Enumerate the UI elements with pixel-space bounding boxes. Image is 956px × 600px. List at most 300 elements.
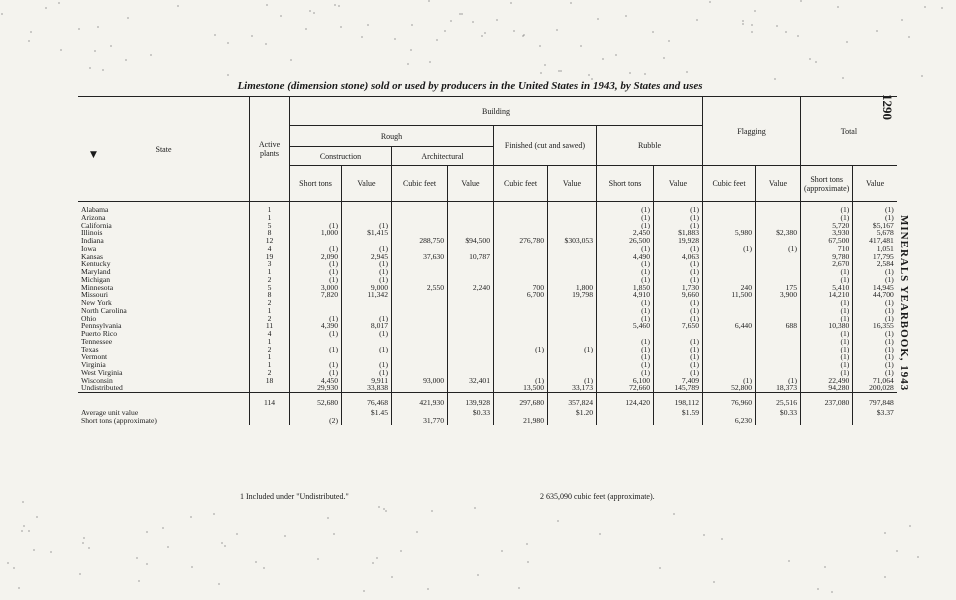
cell-f_val bbox=[548, 315, 597, 323]
cell-t_val: 71,064 bbox=[853, 377, 897, 385]
paper-speck bbox=[338, 5, 340, 7]
cell-a_val: $94,500 bbox=[448, 237, 494, 245]
cell-plants: 19 bbox=[250, 253, 290, 261]
cell-fl_val bbox=[756, 315, 801, 323]
paper-speck bbox=[788, 560, 790, 562]
paper-speck bbox=[60, 49, 62, 51]
cell-c_val: (1) bbox=[342, 245, 392, 253]
cell-t_tons: (1) bbox=[801, 330, 853, 338]
header-building: Building bbox=[290, 97, 703, 126]
cell-t_val: (1) bbox=[853, 346, 897, 354]
state-name: Alabama bbox=[81, 205, 109, 214]
cell-fl_cf bbox=[703, 346, 756, 354]
cell-fl_cf: (1) bbox=[703, 377, 756, 385]
paper-speck bbox=[333, 533, 335, 535]
short-tons-a_cf: 31,770 bbox=[392, 417, 448, 425]
cell-t_tons: 5,410 bbox=[801, 284, 853, 292]
paper-speck bbox=[703, 534, 705, 536]
paper-speck bbox=[526, 543, 528, 545]
average-a_val: $0.33 bbox=[448, 409, 494, 417]
cell-f_val bbox=[548, 229, 597, 237]
paper-speck bbox=[917, 556, 919, 558]
cell-fl_cf bbox=[703, 268, 756, 276]
paper-speck bbox=[924, 6, 926, 8]
cell-r_tons: (1) bbox=[597, 307, 654, 315]
cell-t_tons: 9,780 bbox=[801, 253, 853, 261]
cell-f_cf bbox=[494, 268, 548, 276]
cell-a_cf bbox=[392, 202, 448, 214]
cell-r_val: (1) bbox=[654, 307, 703, 315]
cell-f_cf: (1) bbox=[494, 377, 548, 385]
paper-speck bbox=[22, 501, 24, 503]
total-f_cf: 297,680 bbox=[494, 393, 548, 410]
short-tons-f_val bbox=[548, 417, 597, 425]
cell-fl_val bbox=[756, 307, 801, 315]
cell-a_cf bbox=[392, 268, 448, 276]
short-tons-c_tons: (2) bbox=[290, 417, 342, 425]
paper-speck bbox=[110, 45, 112, 47]
cell-r_tons: 1,850 bbox=[597, 284, 654, 292]
col-cubic-feet: Cubic feet bbox=[392, 166, 448, 202]
cell-f_cf bbox=[494, 276, 548, 284]
cell-a_cf bbox=[392, 361, 448, 369]
cell-fl_cf bbox=[703, 307, 756, 315]
paper-speck bbox=[7, 562, 9, 564]
cell-a_cf bbox=[392, 222, 448, 230]
cell-fl_cf bbox=[703, 369, 756, 377]
paper-speck bbox=[150, 54, 152, 56]
cell-c_tons bbox=[290, 237, 342, 245]
cell-f_cf bbox=[494, 202, 548, 214]
table-row bbox=[78, 245, 897, 253]
header-state: State bbox=[78, 97, 250, 202]
total-a_cf: 421,930 bbox=[392, 393, 448, 410]
cell-plants: 2 bbox=[250, 276, 290, 284]
cell-t_tons: 5,720 bbox=[801, 222, 853, 230]
paper-speck bbox=[125, 59, 127, 61]
paper-speck bbox=[625, 15, 627, 17]
cell-r_val: (1) bbox=[654, 245, 703, 253]
cell-r_val: (1) bbox=[654, 353, 703, 361]
cell-f_cf bbox=[494, 253, 548, 261]
cell-fl_cf bbox=[703, 299, 756, 307]
table-row bbox=[78, 276, 897, 284]
cell-f_val bbox=[548, 338, 597, 346]
paper-speck bbox=[89, 67, 91, 69]
paper-speck bbox=[557, 520, 559, 522]
short-tons-plants bbox=[250, 417, 290, 425]
paper-speck bbox=[255, 561, 257, 563]
cell-fl_val bbox=[756, 260, 801, 268]
average-r_val: $1.59 bbox=[654, 409, 703, 417]
paper-speck bbox=[280, 15, 282, 17]
table-row bbox=[78, 346, 897, 354]
short-tons-c_val bbox=[342, 417, 392, 425]
cell-f_val bbox=[548, 222, 597, 230]
paper-speck bbox=[776, 25, 778, 27]
table-row bbox=[78, 260, 897, 268]
cell-c_val: (1) bbox=[342, 315, 392, 323]
cell-a_cf: 37,630 bbox=[392, 253, 448, 261]
cell-plants: 11 bbox=[250, 322, 290, 330]
paper-speck bbox=[824, 566, 826, 568]
cell-c_val: (1) bbox=[342, 222, 392, 230]
cell-r_val: (1) bbox=[654, 276, 703, 284]
short-tons-label: Short tons (approximate) bbox=[81, 417, 157, 425]
cell-fl_cf bbox=[703, 222, 756, 230]
cell-a_cf bbox=[392, 245, 448, 253]
cell-r_tons: 26,500 bbox=[597, 237, 654, 245]
paper-speck bbox=[721, 538, 723, 540]
cell-t_val: (1) bbox=[853, 214, 897, 222]
cell-c_val bbox=[342, 214, 392, 222]
cell-c_tons: (1) bbox=[290, 361, 342, 369]
paper-speck bbox=[136, 557, 138, 559]
paper-speck bbox=[363, 590, 365, 592]
table-row bbox=[78, 330, 897, 338]
paper-speck bbox=[921, 75, 923, 77]
header-active-plants: Active plants bbox=[250, 97, 290, 202]
cell-c_val: 9,911 bbox=[342, 377, 392, 385]
cell-t_val: $5,167 bbox=[853, 222, 897, 230]
paper-speck bbox=[391, 576, 393, 578]
cell-t_val: (1) bbox=[853, 268, 897, 276]
paper-speck bbox=[754, 10, 756, 12]
paper-speck bbox=[427, 588, 429, 590]
paper-speck bbox=[450, 20, 452, 22]
paper-speck bbox=[909, 525, 911, 527]
cell-c_tons bbox=[290, 307, 342, 315]
cell-r_tons: (1) bbox=[597, 214, 654, 222]
cell-a_val bbox=[448, 299, 494, 307]
paper-speck bbox=[146, 563, 148, 565]
cell-r_val: (1) bbox=[654, 260, 703, 268]
cell-a_cf bbox=[392, 369, 448, 377]
paper-speck bbox=[28, 40, 30, 42]
cell-fl_val bbox=[756, 253, 801, 261]
paper-speck bbox=[378, 506, 380, 508]
cell-c_tons bbox=[290, 202, 342, 214]
table-row bbox=[78, 202, 897, 214]
cell-f_val: 1,800 bbox=[548, 284, 597, 292]
cell-fl_cf: 11,500 bbox=[703, 291, 756, 299]
paper-speck bbox=[265, 43, 267, 45]
cell-fl_val bbox=[756, 202, 801, 214]
cell-a_cf: 93,000 bbox=[392, 377, 448, 385]
cell-plants: 1 bbox=[250, 307, 290, 315]
cell-c_val bbox=[342, 237, 392, 245]
paper-speck bbox=[477, 574, 479, 576]
cell-c_val: $1,415 bbox=[342, 229, 392, 237]
cell-t_val: 2,584 bbox=[853, 260, 897, 268]
cell-t_val: (1) bbox=[853, 202, 897, 214]
cell-f_val: (1) bbox=[548, 346, 597, 354]
paper-speck bbox=[191, 566, 193, 568]
cell-r_val: (1) bbox=[654, 299, 703, 307]
state-name: Puerto Rico bbox=[81, 330, 118, 338]
paper-speck bbox=[45, 7, 47, 9]
paper-speck bbox=[659, 567, 661, 569]
cell-a_val bbox=[448, 322, 494, 330]
cell-a_cf bbox=[392, 260, 448, 268]
cell-plants: 1 bbox=[250, 202, 290, 214]
paper-speck bbox=[410, 49, 412, 51]
col-value: Value bbox=[853, 166, 897, 202]
header-total: Total bbox=[801, 97, 897, 166]
cell-fl_val bbox=[756, 276, 801, 284]
cell-r_val: (1) bbox=[654, 361, 703, 369]
average-plants bbox=[250, 409, 290, 417]
cell-t_tons: (1) bbox=[801, 315, 853, 323]
cell-c_val: (1) bbox=[342, 361, 392, 369]
state-name: Iowa bbox=[81, 244, 97, 253]
paper-speck bbox=[481, 35, 483, 37]
cell-fl_cf: (1) bbox=[703, 245, 756, 253]
cell-f_cf bbox=[494, 299, 548, 307]
cell-a_val bbox=[448, 330, 494, 338]
cell-a_val bbox=[448, 276, 494, 284]
header-rubble: Rubble bbox=[597, 126, 703, 166]
cell-t_tons: (1) bbox=[801, 214, 853, 222]
cell-r_tons: (1) bbox=[597, 276, 654, 284]
cell-fl_cf bbox=[703, 330, 756, 338]
cell-a_val bbox=[448, 222, 494, 230]
cell-f_cf bbox=[494, 245, 548, 253]
paper-speck bbox=[385, 510, 387, 512]
header-rough: Rough bbox=[290, 126, 494, 147]
cell-a_cf bbox=[392, 229, 448, 237]
cell-fl_val: $2,380 bbox=[756, 229, 801, 237]
total-fl_val: 25,516 bbox=[756, 393, 801, 410]
cell-a_cf bbox=[392, 291, 448, 299]
total-r_val: 198,112 bbox=[654, 393, 703, 410]
cell-c_tons: (1) bbox=[290, 346, 342, 354]
paper-speck bbox=[372, 562, 374, 564]
paper-speck bbox=[224, 545, 226, 547]
cell-r_tons: (1) bbox=[597, 315, 654, 323]
cell-r_tons: (1) bbox=[597, 299, 654, 307]
paper-speck bbox=[815, 61, 817, 63]
cell-a_val bbox=[448, 268, 494, 276]
paper-speck bbox=[837, 6, 839, 8]
cell-fl_cf: 6,440 bbox=[703, 322, 756, 330]
cell-f_cf bbox=[494, 322, 548, 330]
paper-speck bbox=[570, 2, 572, 4]
paper-speck bbox=[597, 18, 599, 20]
paper-speck bbox=[82, 542, 84, 544]
cell-r_tons: (1) bbox=[597, 369, 654, 377]
cell-r_val: (1) bbox=[654, 202, 703, 214]
short-tons-a_val bbox=[448, 417, 494, 425]
paper-speck bbox=[599, 533, 601, 535]
cell-c_val: (1) bbox=[342, 260, 392, 268]
cell-c_tons: 4,390 bbox=[290, 322, 342, 330]
short-tons-r_tons bbox=[597, 417, 654, 425]
cell-r_tons: (1) bbox=[597, 353, 654, 361]
cell-fl_val bbox=[756, 268, 801, 276]
short-tons-fl_val bbox=[756, 417, 801, 425]
cell-a_val bbox=[448, 229, 494, 237]
table-row bbox=[78, 284, 897, 292]
short-tons-row bbox=[78, 417, 897, 425]
cell-f_val bbox=[548, 202, 597, 214]
paper-speck bbox=[501, 550, 503, 552]
running-head: MINERALS YEARBOOK, 1943 bbox=[898, 215, 910, 392]
cell-fl_val bbox=[756, 299, 801, 307]
cell-r_val: (1) bbox=[654, 268, 703, 276]
cell-c_val: (1) bbox=[342, 268, 392, 276]
state-name: Missouri bbox=[81, 291, 109, 299]
paper-speck bbox=[652, 31, 654, 33]
paper-speck bbox=[742, 23, 744, 25]
cell-fl_val bbox=[756, 346, 801, 354]
cell-fl_cf bbox=[703, 237, 756, 245]
cell-fl_val bbox=[756, 222, 801, 230]
cell-c_tons: 2,090 bbox=[290, 253, 342, 261]
paper-speck bbox=[908, 36, 910, 38]
cell-t_val: (1) bbox=[853, 330, 897, 338]
cell-plants: 5 bbox=[250, 222, 290, 230]
cell-fl_cf bbox=[703, 353, 756, 361]
paper-speck bbox=[94, 50, 96, 52]
cell-t_tons: (1) bbox=[801, 276, 853, 284]
cell-plants: 2 bbox=[250, 299, 290, 307]
paper-speck bbox=[411, 24, 413, 26]
total-c_tons: 52,680 bbox=[290, 393, 342, 410]
cell-t_val: (1) bbox=[853, 369, 897, 377]
cell-c_val: 9,000 bbox=[342, 284, 392, 292]
cell-f_cf: 6,700 bbox=[494, 291, 548, 299]
paper-speck bbox=[800, 0, 802, 2]
paper-speck bbox=[544, 64, 546, 66]
state-name: West Virginia bbox=[81, 368, 123, 377]
cell-r_tons: 4,490 bbox=[597, 253, 654, 261]
cell-f_val bbox=[548, 353, 597, 361]
cell-t_tons: (1) bbox=[801, 369, 853, 377]
cell-c_val: (1) bbox=[342, 330, 392, 338]
paper-speck bbox=[1, 13, 3, 15]
paper-speck bbox=[50, 551, 52, 553]
cell-a_val bbox=[448, 361, 494, 369]
paper-speck bbox=[305, 28, 307, 30]
paper-speck bbox=[518, 587, 520, 589]
cell-plants: 3 bbox=[250, 260, 290, 268]
cell-c_tons: (1) bbox=[290, 369, 342, 377]
col-cubic-feet: Cubic feet bbox=[703, 166, 756, 202]
cell-t_val: (1) bbox=[853, 299, 897, 307]
paper-speck bbox=[472, 21, 474, 23]
paper-speck bbox=[400, 550, 402, 552]
cell-c_tons: (1) bbox=[290, 315, 342, 323]
paper-speck bbox=[23, 525, 25, 527]
limestone-table bbox=[78, 96, 897, 425]
cell-fl_val: 18,373 bbox=[756, 384, 801, 392]
paper-speck bbox=[13, 567, 15, 569]
cell-a_cf bbox=[392, 338, 448, 346]
paper-speck bbox=[284, 535, 286, 537]
page-number: 1290 bbox=[880, 94, 895, 120]
cell-f_cf: (1) bbox=[494, 346, 548, 354]
cell-c_tons: 29,930 bbox=[290, 384, 342, 392]
total-c_val: 76,468 bbox=[342, 393, 392, 410]
cell-r_tons: (1) bbox=[597, 245, 654, 253]
cell-t_val: 417,481 bbox=[853, 237, 897, 245]
arrow-mark-icon: ▼ bbox=[90, 150, 97, 160]
cell-a_val bbox=[448, 315, 494, 323]
cell-f_val bbox=[548, 322, 597, 330]
paper-speck bbox=[83, 537, 85, 539]
average-f_cf bbox=[494, 409, 548, 417]
cell-a_val bbox=[448, 384, 494, 392]
state-name: Pennsylvania bbox=[81, 322, 122, 330]
state-name: Undistributed bbox=[81, 384, 123, 393]
cell-r_val: 7,650 bbox=[654, 322, 703, 330]
table-row bbox=[78, 222, 897, 230]
cell-t_val: (1) bbox=[853, 338, 897, 346]
table-row bbox=[78, 237, 897, 245]
cell-f_val bbox=[548, 253, 597, 261]
paper-speck bbox=[673, 513, 675, 515]
paper-speck bbox=[513, 30, 515, 32]
cell-a_cf bbox=[392, 307, 448, 315]
cell-f_val bbox=[548, 299, 597, 307]
cell-a_val bbox=[448, 338, 494, 346]
state-name: Tennessee bbox=[81, 337, 113, 346]
cell-c_tons: 4,450 bbox=[290, 377, 342, 385]
cell-t_tons: 22,490 bbox=[801, 377, 853, 385]
paper-speck bbox=[527, 561, 529, 563]
paper-speck bbox=[444, 30, 446, 32]
paper-speck bbox=[785, 31, 787, 33]
state-name: Kentucky bbox=[81, 260, 111, 268]
cell-f_cf: 700 bbox=[494, 284, 548, 292]
cell-a_cf bbox=[392, 276, 448, 284]
cell-fl_val: 175 bbox=[756, 284, 801, 292]
cell-t_val: 5,678 bbox=[853, 229, 897, 237]
cell-r_val: (1) bbox=[654, 315, 703, 323]
average-r_tons bbox=[597, 409, 654, 417]
cell-plants: 2 bbox=[250, 369, 290, 377]
cell-plants: 1 bbox=[250, 353, 290, 361]
cell-plants bbox=[250, 384, 290, 392]
cell-c_val: 33,838 bbox=[342, 384, 392, 392]
cell-plants: 1 bbox=[250, 214, 290, 222]
cell-fl_cf: 240 bbox=[703, 284, 756, 292]
paper-speck bbox=[18, 587, 20, 589]
table-row bbox=[78, 353, 897, 361]
paper-speck bbox=[263, 567, 265, 569]
col-value: Value bbox=[342, 166, 392, 202]
paper-speck bbox=[79, 573, 81, 575]
average-label: Average unit value bbox=[81, 409, 139, 417]
cell-c_tons bbox=[290, 353, 342, 361]
cell-f_val bbox=[548, 214, 597, 222]
paper-speck bbox=[218, 583, 220, 585]
cell-r_tons: (1) bbox=[597, 361, 654, 369]
cell-a_val bbox=[448, 245, 494, 253]
paper-speck bbox=[251, 35, 253, 37]
cell-fl_cf bbox=[703, 260, 756, 268]
total-f_val: 357,824 bbox=[548, 393, 597, 410]
paper-speck bbox=[361, 36, 363, 38]
cell-r_tons: 6,100 bbox=[597, 377, 654, 385]
average-fl_val: $0.33 bbox=[756, 409, 801, 417]
cell-plants: 2 bbox=[250, 346, 290, 354]
cell-c_val bbox=[342, 353, 392, 361]
paper-speck bbox=[431, 510, 433, 512]
cell-f_val: 19,798 bbox=[548, 291, 597, 299]
cell-t_tons: 67,500 bbox=[801, 237, 853, 245]
